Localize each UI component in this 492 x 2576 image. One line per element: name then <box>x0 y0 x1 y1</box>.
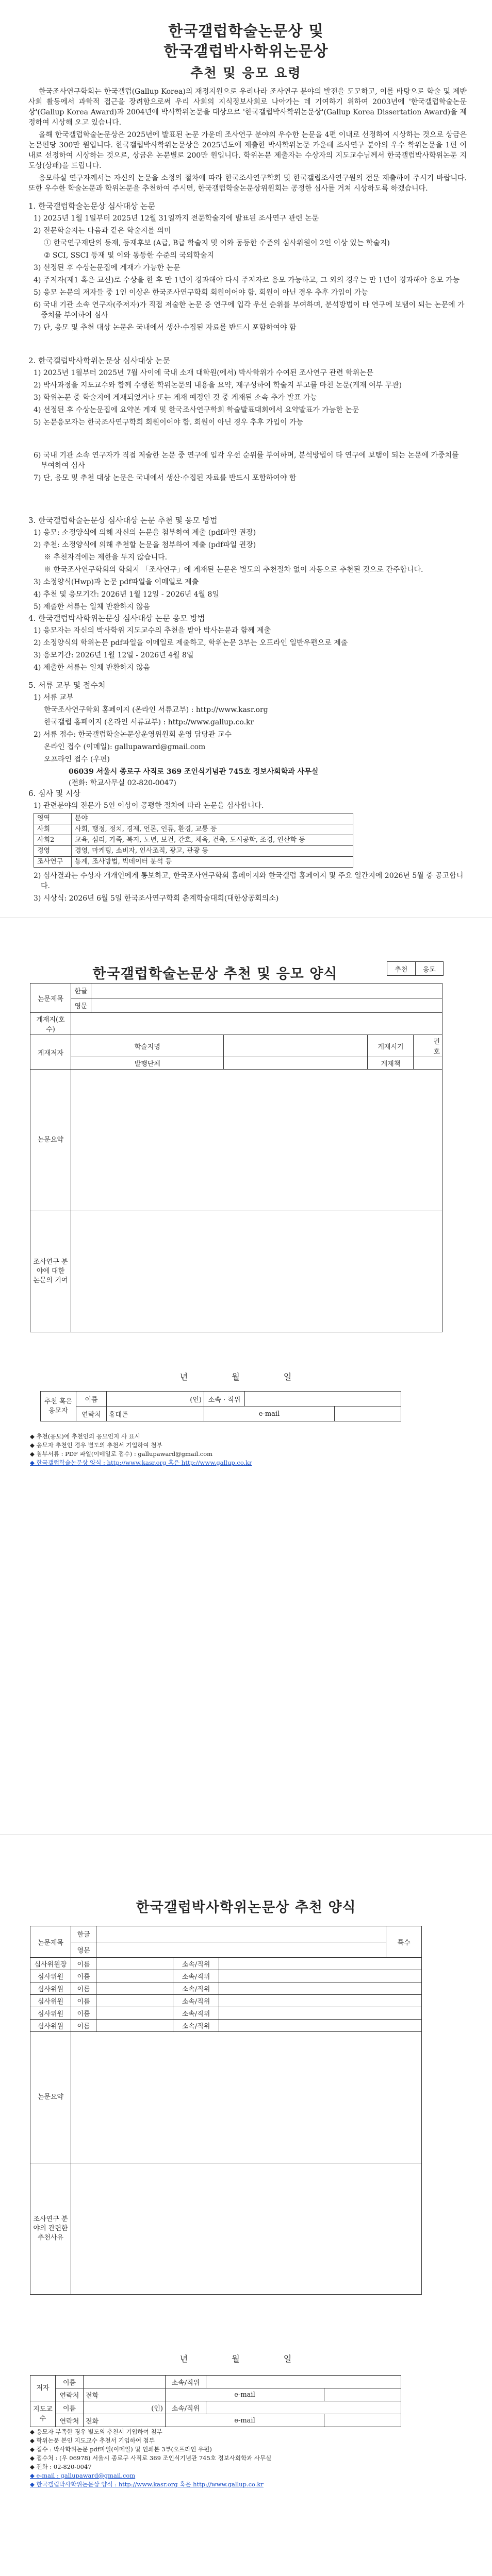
reason-field[interactable] <box>71 2163 422 2295</box>
section-heading: 5. 서류 교부 및 접수처 <box>28 681 106 690</box>
list-item: 1) 응모자는 자신의 박사학위 지도교수의 추천을 받아 박사논문과 함께 제출 <box>34 626 271 635</box>
list-item: 1) 2025년 1월 1일부터 2025년 12월 31일까지 전문학술지에 발표된 조사연구 관련 논문 <box>34 214 319 223</box>
list-item: 온라인 접수 (이메일): gallupaward@gmail.com <box>44 743 206 751</box>
list-item: 1) 관련분야의 전문가 5인 이상이 공평한 절차에 따라 논문을 심사합니다. <box>34 802 264 810</box>
list-item: 1) 서류 교부 <box>34 693 74 702</box>
date-line: 년 월 일 <box>179 2354 313 2364</box>
list-item: 2) 박사과정을 지도교수와 함께 수행한 학위논문의 내용을 요약, 재구성하여 학술지 투고를 마친 논문(게재 여부 무관) <box>34 381 402 389</box>
reason-label: 조사연구 분야의 관련한 추천사유 <box>30 2163 71 2295</box>
journal-field[interactable] <box>71 1013 442 1035</box>
table-row: 심사위원 이름 소속/직위 <box>30 1982 422 1995</box>
announcement-page <box>0 0 492 917</box>
recommender-phone-field[interactable]: 휴대폰 <box>107 1406 204 1421</box>
form2-page <box>0 1834 492 2576</box>
apply-option[interactable]: 응모 <box>415 962 444 976</box>
list-item: 3) 시상식: 2026년 6월 5일 한국조사연구학회 춘계학술대회(대한상공회의소) <box>34 894 279 903</box>
list-item: 3) 선정된 후 수상논문집에 게재가 가능한 논문 <box>34 264 181 272</box>
journal-name-field[interactable] <box>224 1035 368 1057</box>
list-item: 오프라인 접수 (우편) <box>44 755 110 764</box>
table-row: 조사연구 통계, 조사방법, 빅데이터 분석 등 <box>34 857 353 868</box>
section-heading: 6. 심사 및 시상 <box>28 789 81 798</box>
list-item: 2) 서류 접수: 한국갤럽학술논문상운영위원회 운영 담당관 교수 <box>34 731 232 739</box>
section-heading: 4. 한국갤럽박사학위논문상 심사대상 논문 응모 방법 <box>28 614 205 623</box>
publisher-field[interactable] <box>224 1057 368 1070</box>
section-heading: 2. 한국갤럽박사학위논문상 심사대상 논문 <box>28 356 170 365</box>
table-row: 심사위원 이름 소속/직위 <box>30 2020 422 2032</box>
section-4 <box>28 613 467 675</box>
author-info-label: 게재저자 <box>30 1035 71 1070</box>
list-item: 한국조사연구학회 홈페이지 (온라인 서류교부) : http://www.kasr.org <box>44 706 268 714</box>
author-email-field[interactable] <box>324 2388 401 2401</box>
list-item: 4) 선정된 후 수상논문집에 요약본 게재 및 한국조사연구학회 학술발표대회에서 요약발표가 가능한 논문 <box>34 406 359 414</box>
journal-label: 게재지(호수) <box>30 1013 71 1035</box>
title-eng-field[interactable] <box>96 1942 386 1958</box>
summary-field[interactable] <box>71 1070 442 1211</box>
title-eng-field[interactable] <box>91 998 442 1013</box>
section-2 <box>28 355 467 485</box>
section-heading: 3. 한국갤럽학술논문상 심사대상 논문 추천 및 응모 방법 <box>28 516 218 525</box>
list-item: 7) 단, 응모 및 추천 대상 논문은 국내에서 생산·수집된 자료를 반드시 포함하여야 함 <box>34 474 297 482</box>
table-row: 심사위원 이름 소속/직위 <box>30 1995 422 2007</box>
recommender-email-field[interactable] <box>335 1406 401 1421</box>
table-row: 심사위원 이름 소속/직위 <box>30 1970 422 1982</box>
advisor-name-field[interactable]: (인) <box>84 2401 166 2414</box>
recommend-option[interactable]: 추천 <box>387 962 416 976</box>
form1-page <box>0 917 492 1834</box>
list-item: 4) 주저자(제1 혹은 교신)로 수상을 한 후 만 1년이 경과해야 다시 주저자로 응모 가능하고, 그 외의 경우는 만 1년이 경과해야 응모 가능 <box>34 276 460 284</box>
list-item: 6) 국내 기관 소속 연구자(주저자)가 직접 저술한 논문 중 연구에 입각 우선 순위를 부여하며, 분석방법이 타 연구에 보탬이 되는 논문에 가중치를 부여하여 심사 <box>34 301 465 319</box>
list-item: 2) 전문학술지는 다음과 같은 학술지를 의미 <box>34 227 171 235</box>
section-heading: 1. 한국갤럽학술논문상 심사대상 논문 <box>28 201 155 211</box>
summary-label: 논문요약 <box>30 2032 71 2163</box>
phone: (전화: 학교사무실 02-820-0047) <box>69 779 176 787</box>
section-6 <box>28 788 467 906</box>
list-item: 3) 소정양식(Hwp)과 논문 pdf파일을 이메일로 제출 <box>34 578 199 586</box>
signature-table: 저자 이름 소속/직위 연락처 전화 e-mail 지도교수 이름 (인) 소속/직위 연락처 전화 e-mail <box>30 2375 401 2427</box>
list-item: 1) 응모: 소정양식에 의해 자신의 논문을 첨부하여 제출 (pdf파일 권장) <box>34 529 256 537</box>
author-name-field[interactable] <box>84 2376 166 2388</box>
list-item: 4) 제출한 서류는 일체 반환하지 않음 <box>34 664 150 672</box>
date-line: 년 월 일 <box>179 1372 313 1382</box>
list-item: 5) 제출한 서류는 일체 반환하지 않음 <box>34 603 150 611</box>
list-item: 3) 응모기간: 2026년 1월 12일 - 2026년 4월 8일 <box>34 651 194 659</box>
title-kor-field[interactable] <box>96 1926 386 1942</box>
list-item: 1) 2025년 1월부터 2025년 7월 사이에 국내 소재 대학원(에서) 박사학위가 수여된 조사연구 관련 학위논문 <box>34 369 374 377</box>
list-item: ※ 한국조사연구학회의 학회지 「조사연구」에 게재된 논문은 별도의 추천절차 없이 자동으로 추천된 것으로 간주합니다. <box>44 566 423 574</box>
list-item: ② SCI, SSCI 등재 및 이와 동등한 수준의 국외학술지 <box>44 251 214 260</box>
recommender-dept-field[interactable] <box>245 1392 401 1406</box>
fields-table <box>34 813 353 868</box>
author-dept-field[interactable] <box>206 2376 401 2388</box>
form1-title: 한국갤럽학술논문상 추천 및 응모 양식 <box>92 966 338 982</box>
list-item: 2) 추천: 소정양식에 의해 추천할 논문을 첨부하여 제출 (pdf파일 권장) <box>34 541 256 549</box>
intro-text <box>28 87 467 196</box>
paper-title-label: 논문제목 <box>30 984 71 1013</box>
table-row: 영역 분야 <box>34 814 353 824</box>
list-item: ① 한국연구재단의 등재, 등재후보 (A급, B급 학술지 및 이와 동등한 수준의 심사위원이 2인 이상 있는 학술지) <box>44 239 390 247</box>
page-title-line2: 한국갤럽박사학위논문상 <box>163 42 329 60</box>
table-row: 심사위원장 이름 소속/직위 <box>30 1958 422 1970</box>
table-row: 사회2 교육, 심리, 가족, 복지, 노년, 보건, 간호, 체육, 건축, 도시공학, 조경, 인산학 등 <box>34 835 353 846</box>
list-item: 7) 단, 응모 및 추천 대상 논문은 국내에서 생산·수집된 자료를 반드시 포함하여야 함 <box>34 324 297 332</box>
table-row: 심사위원 이름 소속/직위 <box>30 2007 422 2020</box>
list-item: 3) 학위논문 중 학술지에 게재되었거나 또는 게재 예정인 것 중 게재된 소속 추가 발표 가능 <box>34 394 318 402</box>
page-subtitle: 추천 및 응모 요령 <box>190 65 302 80</box>
advisor-email-field[interactable] <box>324 2414 401 2427</box>
form2-title: 한국갤럽박사학위논문상 추천 양식 <box>136 1900 356 1916</box>
form1-table: 논문제목 한글 영문 게재지(호수) 게재저자 학술지명 게재시기 권 호 발행단체 게재책 논문요약 조사연구 분야에 대한 논문의 기여 <box>30 983 442 1332</box>
intro-paragraph: 응모하실 연구자께서는 자신의 논문을 소정의 절차에 따라 한국조사연구학회 및 한국갤럽조사연구원의 전문 제출하여 주시기 바랍니다. 또한 우수한 학술논문과 학위논문을 추천하여 주시면, 한국갤럽학술논문상위원회는 공정한 심사를 거쳐 시상하도록 하겠습니다. <box>28 174 467 193</box>
recommender-table: 추천 혹은 응모자 이름 (인) 소속 · 직위 연락처 휴대폰 e-mail <box>40 1391 401 1421</box>
list-item: 5) 응모 논문의 저자들 중 1인 이상은 한국조사연구학회 회원이어야 함. 회원이 아닌 경우 추후 가입이 가능 <box>34 289 368 297</box>
list-item: 6) 국내 기관 소속 연구자가 직접 저술한 논문 중 연구에 입각 우선 순위를 부여하며, 분석방법이 타 연구에 보탬이 되는 논문에 가중치를 부여하여 심사 <box>34 451 459 470</box>
form1-type-box <box>387 961 444 976</box>
recommender-name-field[interactable]: (인) <box>107 1392 204 1406</box>
title-kor-field[interactable] <box>91 984 442 998</box>
advisor-dept-field[interactable] <box>206 2401 401 2414</box>
contribution-field[interactable] <box>71 1211 442 1332</box>
section-3 <box>28 515 467 614</box>
list-item: 5) 논문응모자는 한국조사연구학회 회원이어야 함. 회원이 아닌 경우 추후 가입이 가능 <box>34 418 304 427</box>
table-row: 경영 경영, 마케팅, 소비자, 인사조직, 광고, 관광 등 <box>34 846 353 857</box>
list-item: 한국갤럽 홈페이지 (온라인 서류교부) : http://www.gallup.co.kr <box>44 718 254 726</box>
list-item: 2) 심사결과는 수상자 개개인에게 통보하고, 한국조사연구학회 홈페이지와 한국갤럽 홈페이지 및 주요 일간지에 2026년 5월 중 공고합니다. <box>34 872 464 890</box>
address: 06039 서울시 종로구 사직로 369 조인식기념관 745호 정보사회학과 사무실 <box>69 768 319 776</box>
pub-date-field[interactable]: 권 호 <box>414 1035 442 1057</box>
list-item: ※ 추천자격에는 제한을 두지 않습니다. <box>44 553 168 562</box>
category-field[interactable] <box>414 1057 442 1070</box>
table-row: 사회 사회, 행정, 정치, 경제, 언론, 인류, 환경, 교통 등 <box>34 824 353 835</box>
intro-paragraph: 올해 한국갤럽학술논문상은 2025년에 발표된 논문 가운데 조사연구 분야의 우수한 논문을 4편 이내로 선정하여 시상하는 것으로 상금은 논문편당 300만 원입니다. 한국갤럽박사학위논문상은 2025년도에 제출한 박사학위논문 가운데 조사연구 분야의 우수 학위논문을 1편 이내로 선정하여 시상하는 것으로, 상금은 논문별로 200만 원입니다. 학위논문 제출자는 수상자의 지도교수님께서 한국갤럽박사학위논문 지도상(상패)을 드립니다. <box>28 131 467 170</box>
form1-notes: ◆ 추천(응모)에 추천인의 응모인지 사 표시 ◆ 응모자 추천인 경우 별도의 추천서 기입하여 첨부 ◆ 첨부서류 : PDF 파일(이메일로 접수) : gallupaward@gmail.com ◆ 한국갤럽학술논문상 양식 : http://www.kasr.org 혹은 http://www.gallup.co.kr <box>30 1433 252 1466</box>
list-item: 2) 소정양식의 학위논문 pdf파일을 이메일로 제출하고, 학위논문 3부는 오프라인 일반우편으로 제출 <box>34 639 348 647</box>
intro-paragraph: 한국조사연구학회는 한국갤럽(Gallup Korea)의 재정지원으로 우리나라 조사연구 분야의 발전을 도모하고, 이를 바탕으로 학술 및 제반 사회 활동에서 과학적 접근을 장려함으로써 우리 사회의 지식정보사회로 나아가는 데 기여하기 위하여 2003년에 '한국갤럽학술논문상'(Gallup Korea Award)과 2004년에 박사학위논문을 대상으로 '한국갤럽박사학위논문상'(Gallup Korea Dissertation Award)을 제정하여 시상해 오고 있습니다. <box>28 88 467 127</box>
contribution-label: 조사연구 분야에 대한 논문의 기여 <box>30 1211 71 1332</box>
summary-field[interactable] <box>71 2032 422 2163</box>
form2-table: 논문제목 한글 특수 영문 심사위원장 이름 소속/직위 심사위원 이름 소속/직위 심사위원 이름 소속/직위 심사위원 이름 소속/직위 심사위원 이름 소속/직위 심사위원 이름 소속/직위 논문요약 조사연구 분야의 관련한 추천사유 <box>30 1926 422 2295</box>
section-1 <box>28 201 467 335</box>
list-item: 4) 추천 및 응모기간: 2026년 1월 12일 - 2026년 4월 8일 <box>34 590 219 599</box>
section-5 <box>28 680 467 789</box>
page-title-line1: 한국갤럽학술논문상 및 <box>168 22 324 40</box>
form2-notes: ◆ 응모자 부족한 경우 별도의 추천서 기입하여 첨부 ◆ 학위논문 본인 지도교수 추천서 기입하여 첨부 ◆ 접수 : 박사학위논문 pdf파일(이메일) 및 인쇄본 3부(오프라인 우편) ◆ 접수처 : (우 06978) 서울시 종로구 사직로 369 조인식기념관 745호 정보사회학과 사무실 ◆ 전화 : 02-820-0047 ◆ e-mail : gallupaward@gmail.com ◆ 한국갤럽박사학위논문상 양식 : http://www.kasr.org 혹은 http://www.gallup.co.kr <box>30 2428 272 2488</box>
summary-label: 논문요약 <box>30 1070 71 1211</box>
